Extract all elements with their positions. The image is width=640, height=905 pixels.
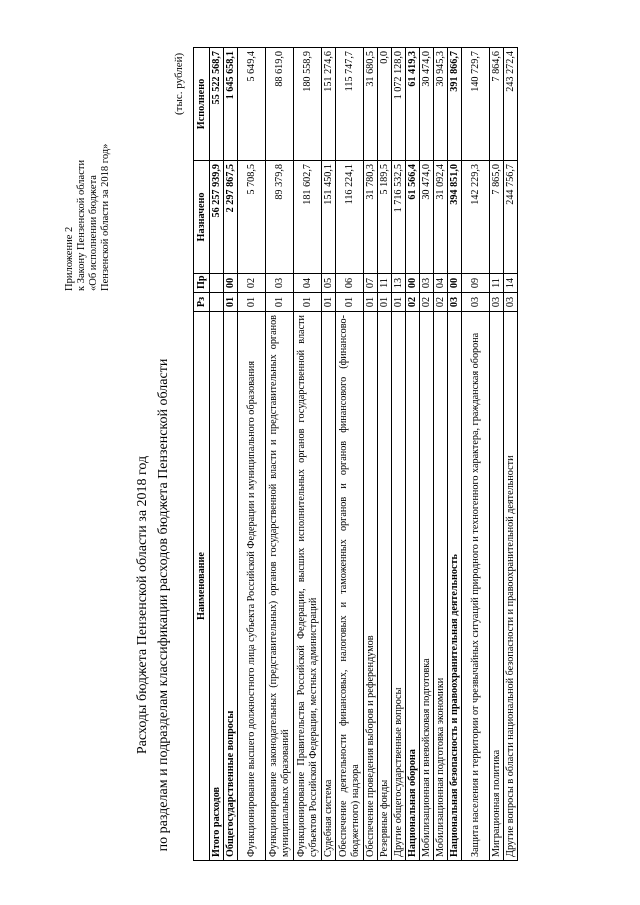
row-planned: 244 756,7 bbox=[504, 161, 518, 274]
row-rz: 01 bbox=[392, 293, 406, 312]
expenditure-table bbox=[193, 47, 518, 861]
row-planned: 116 224,1 bbox=[336, 161, 364, 274]
row-pr: 00 bbox=[448, 274, 462, 293]
row-planned: 2 297 867,5 bbox=[224, 161, 238, 274]
row-name: Функционирование Правительства Российской Федерации, высших исполнительных органов государственной власти субъектов Российской Федерации, местных администраций bbox=[294, 312, 322, 861]
row-planned: 142 229,3 bbox=[462, 161, 490, 274]
row-rz: 01 bbox=[294, 293, 322, 312]
row-planned: 394 851,0 bbox=[448, 161, 462, 274]
row-executed: 1 072 128,0 bbox=[392, 48, 406, 161]
row-name: Мобилизационная подготовка экономики bbox=[434, 312, 448, 861]
row-rz: 01 bbox=[378, 293, 392, 312]
row-rz: 01 bbox=[364, 293, 378, 312]
table-row bbox=[392, 48, 406, 861]
row-planned: 89 379,8 bbox=[266, 161, 294, 274]
row-name: Общегосударственные вопросы bbox=[224, 312, 238, 861]
row-executed: 88 619,0 bbox=[266, 48, 294, 161]
appendix-note bbox=[64, 144, 112, 291]
appendix-line: Пензенской области за 2018 год» bbox=[100, 143, 111, 291]
row-planned: 5 708,5 bbox=[238, 161, 266, 274]
unit-label: (тыс. рублей) bbox=[173, 52, 185, 115]
table-row bbox=[462, 48, 490, 861]
row-executed: 180 558,9 bbox=[294, 48, 322, 161]
row-executed: 1 645 658,1 bbox=[224, 48, 238, 161]
row-name: Функционирование законодательных (представительных) органов государственной власти и представительных органов муниципальных образований bbox=[266, 312, 294, 861]
table-row bbox=[364, 48, 378, 861]
table-row bbox=[406, 48, 420, 861]
table-row bbox=[448, 48, 462, 861]
table-row bbox=[210, 48, 224, 861]
row-name: Функционирование высшего должностного лица субъекта Российской Федерации и муниципального образования bbox=[238, 312, 266, 861]
table-row bbox=[322, 48, 336, 861]
row-name: Защита населения и территории от чрезвычайных ситуаций природного и техногенного характера, гражданская оборона bbox=[462, 312, 490, 861]
table-row bbox=[420, 48, 434, 861]
row-name: Другие общегосударственные вопросы bbox=[392, 312, 406, 861]
row-rz: 03 bbox=[448, 293, 462, 312]
row-name: Национальная безопасность и правоохранительная деятельность bbox=[448, 312, 462, 861]
table-row bbox=[378, 48, 392, 861]
row-rz: 01 bbox=[266, 293, 294, 312]
row-planned: 56 257 939,9 bbox=[210, 161, 224, 274]
row-executed: 30 474,0 bbox=[420, 48, 434, 161]
header-rz: Рз bbox=[194, 293, 210, 312]
row-pr: 03 bbox=[266, 274, 294, 293]
row-name: Резервные фонды bbox=[378, 312, 392, 861]
row-executed: 30 945,3 bbox=[434, 48, 448, 161]
row-rz: 01 bbox=[238, 293, 266, 312]
row-pr: 03 bbox=[420, 274, 434, 293]
row-executed: 7 864,6 bbox=[490, 48, 504, 161]
appendix-line: Приложение 2 bbox=[64, 226, 75, 291]
row-rz: 03 bbox=[462, 293, 490, 312]
document-title: Расходы бюджета Пензенской области за 2018 год bbox=[135, 455, 150, 755]
table-row bbox=[266, 48, 294, 861]
appendix-line: «Об исполнении бюджета bbox=[88, 175, 99, 291]
table-row bbox=[434, 48, 448, 861]
row-name: Обеспечение проведения выборов и референдумов bbox=[364, 312, 378, 861]
row-rz: 02 bbox=[406, 293, 420, 312]
table-row bbox=[504, 48, 518, 861]
row-executed: 151 274,6 bbox=[322, 48, 336, 161]
row-pr bbox=[210, 274, 224, 293]
row-rz: 03 bbox=[504, 293, 518, 312]
row-pr: 11 bbox=[378, 274, 392, 293]
row-planned: 151 450,1 bbox=[322, 161, 336, 274]
row-name: Другие вопросы в области национальной безопасности и правоохранительной деятельности bbox=[504, 312, 518, 861]
header-executed: Исполнено bbox=[194, 48, 210, 161]
header-name: Наименование bbox=[194, 312, 210, 861]
row-pr: 02 bbox=[238, 274, 266, 293]
row-pr: 06 bbox=[336, 274, 364, 293]
row-name: Национальная оборона bbox=[406, 312, 420, 861]
row-planned: 181 602,7 bbox=[294, 161, 322, 274]
row-rz: 02 bbox=[420, 293, 434, 312]
row-planned: 7 865,0 bbox=[490, 161, 504, 274]
header-pr: Пр bbox=[194, 274, 210, 293]
row-name: Миграционная политика bbox=[490, 312, 504, 861]
table-header-row bbox=[194, 48, 210, 861]
row-pr: 04 bbox=[434, 274, 448, 293]
row-pr: 05 bbox=[322, 274, 336, 293]
row-planned: 61 566,4 bbox=[406, 161, 420, 274]
row-planned: 31 780,3 bbox=[364, 161, 378, 274]
table-row bbox=[238, 48, 266, 861]
row-executed: 31 680,5 bbox=[364, 48, 378, 161]
row-pr: 09 bbox=[462, 274, 490, 293]
header-planned: Назначено bbox=[194, 161, 210, 274]
row-name: Мобилизационная и вневойсковая подготовка bbox=[420, 312, 434, 861]
row-executed: 140 729,7 bbox=[462, 48, 490, 161]
row-name: Обеспечение деятельности финансовых, налоговых и таможенных органов и органов финансового (финансово-бюджетного) надзора bbox=[336, 312, 364, 861]
row-executed: 0,0 bbox=[378, 48, 392, 161]
row-pr: 00 bbox=[406, 274, 420, 293]
table-row bbox=[336, 48, 364, 861]
table-body bbox=[210, 48, 518, 861]
row-planned: 5 189,5 bbox=[378, 161, 392, 274]
table-row bbox=[490, 48, 504, 861]
row-pr: 13 bbox=[392, 274, 406, 293]
row-planned: 30 474,0 bbox=[420, 161, 434, 274]
row-pr: 07 bbox=[364, 274, 378, 293]
row-rz: 01 bbox=[322, 293, 336, 312]
row-planned: 1 716 532,5 bbox=[392, 161, 406, 274]
row-executed: 115 747,7 bbox=[336, 48, 364, 161]
row-executed: 61 419,3 bbox=[406, 48, 420, 161]
row-pr: 14 bbox=[504, 274, 518, 293]
document-subtitle: по разделам и подразделам классификации расходов бюджета Пензенской области bbox=[156, 358, 171, 852]
row-rz: 03 bbox=[490, 293, 504, 312]
row-name: Итого расходов bbox=[210, 312, 224, 861]
table-row bbox=[294, 48, 322, 861]
row-pr: 11 bbox=[490, 274, 504, 293]
row-executed: 391 866,7 bbox=[448, 48, 462, 161]
row-pr: 04 bbox=[294, 274, 322, 293]
appendix-line: к Закону Пензенской области bbox=[76, 159, 87, 291]
row-rz: 02 bbox=[434, 293, 448, 312]
row-pr: 00 bbox=[224, 274, 238, 293]
row-rz: 01 bbox=[336, 293, 364, 312]
row-rz bbox=[210, 293, 224, 312]
row-executed: 55 522 568,7 bbox=[210, 48, 224, 161]
row-executed: 5 649,4 bbox=[238, 48, 266, 161]
row-planned: 31 092,4 bbox=[434, 161, 448, 274]
row-name: Судебная система bbox=[322, 312, 336, 861]
table-row bbox=[224, 48, 238, 861]
row-executed: 243 272,4 bbox=[504, 48, 518, 161]
row-rz: 01 bbox=[224, 293, 238, 312]
